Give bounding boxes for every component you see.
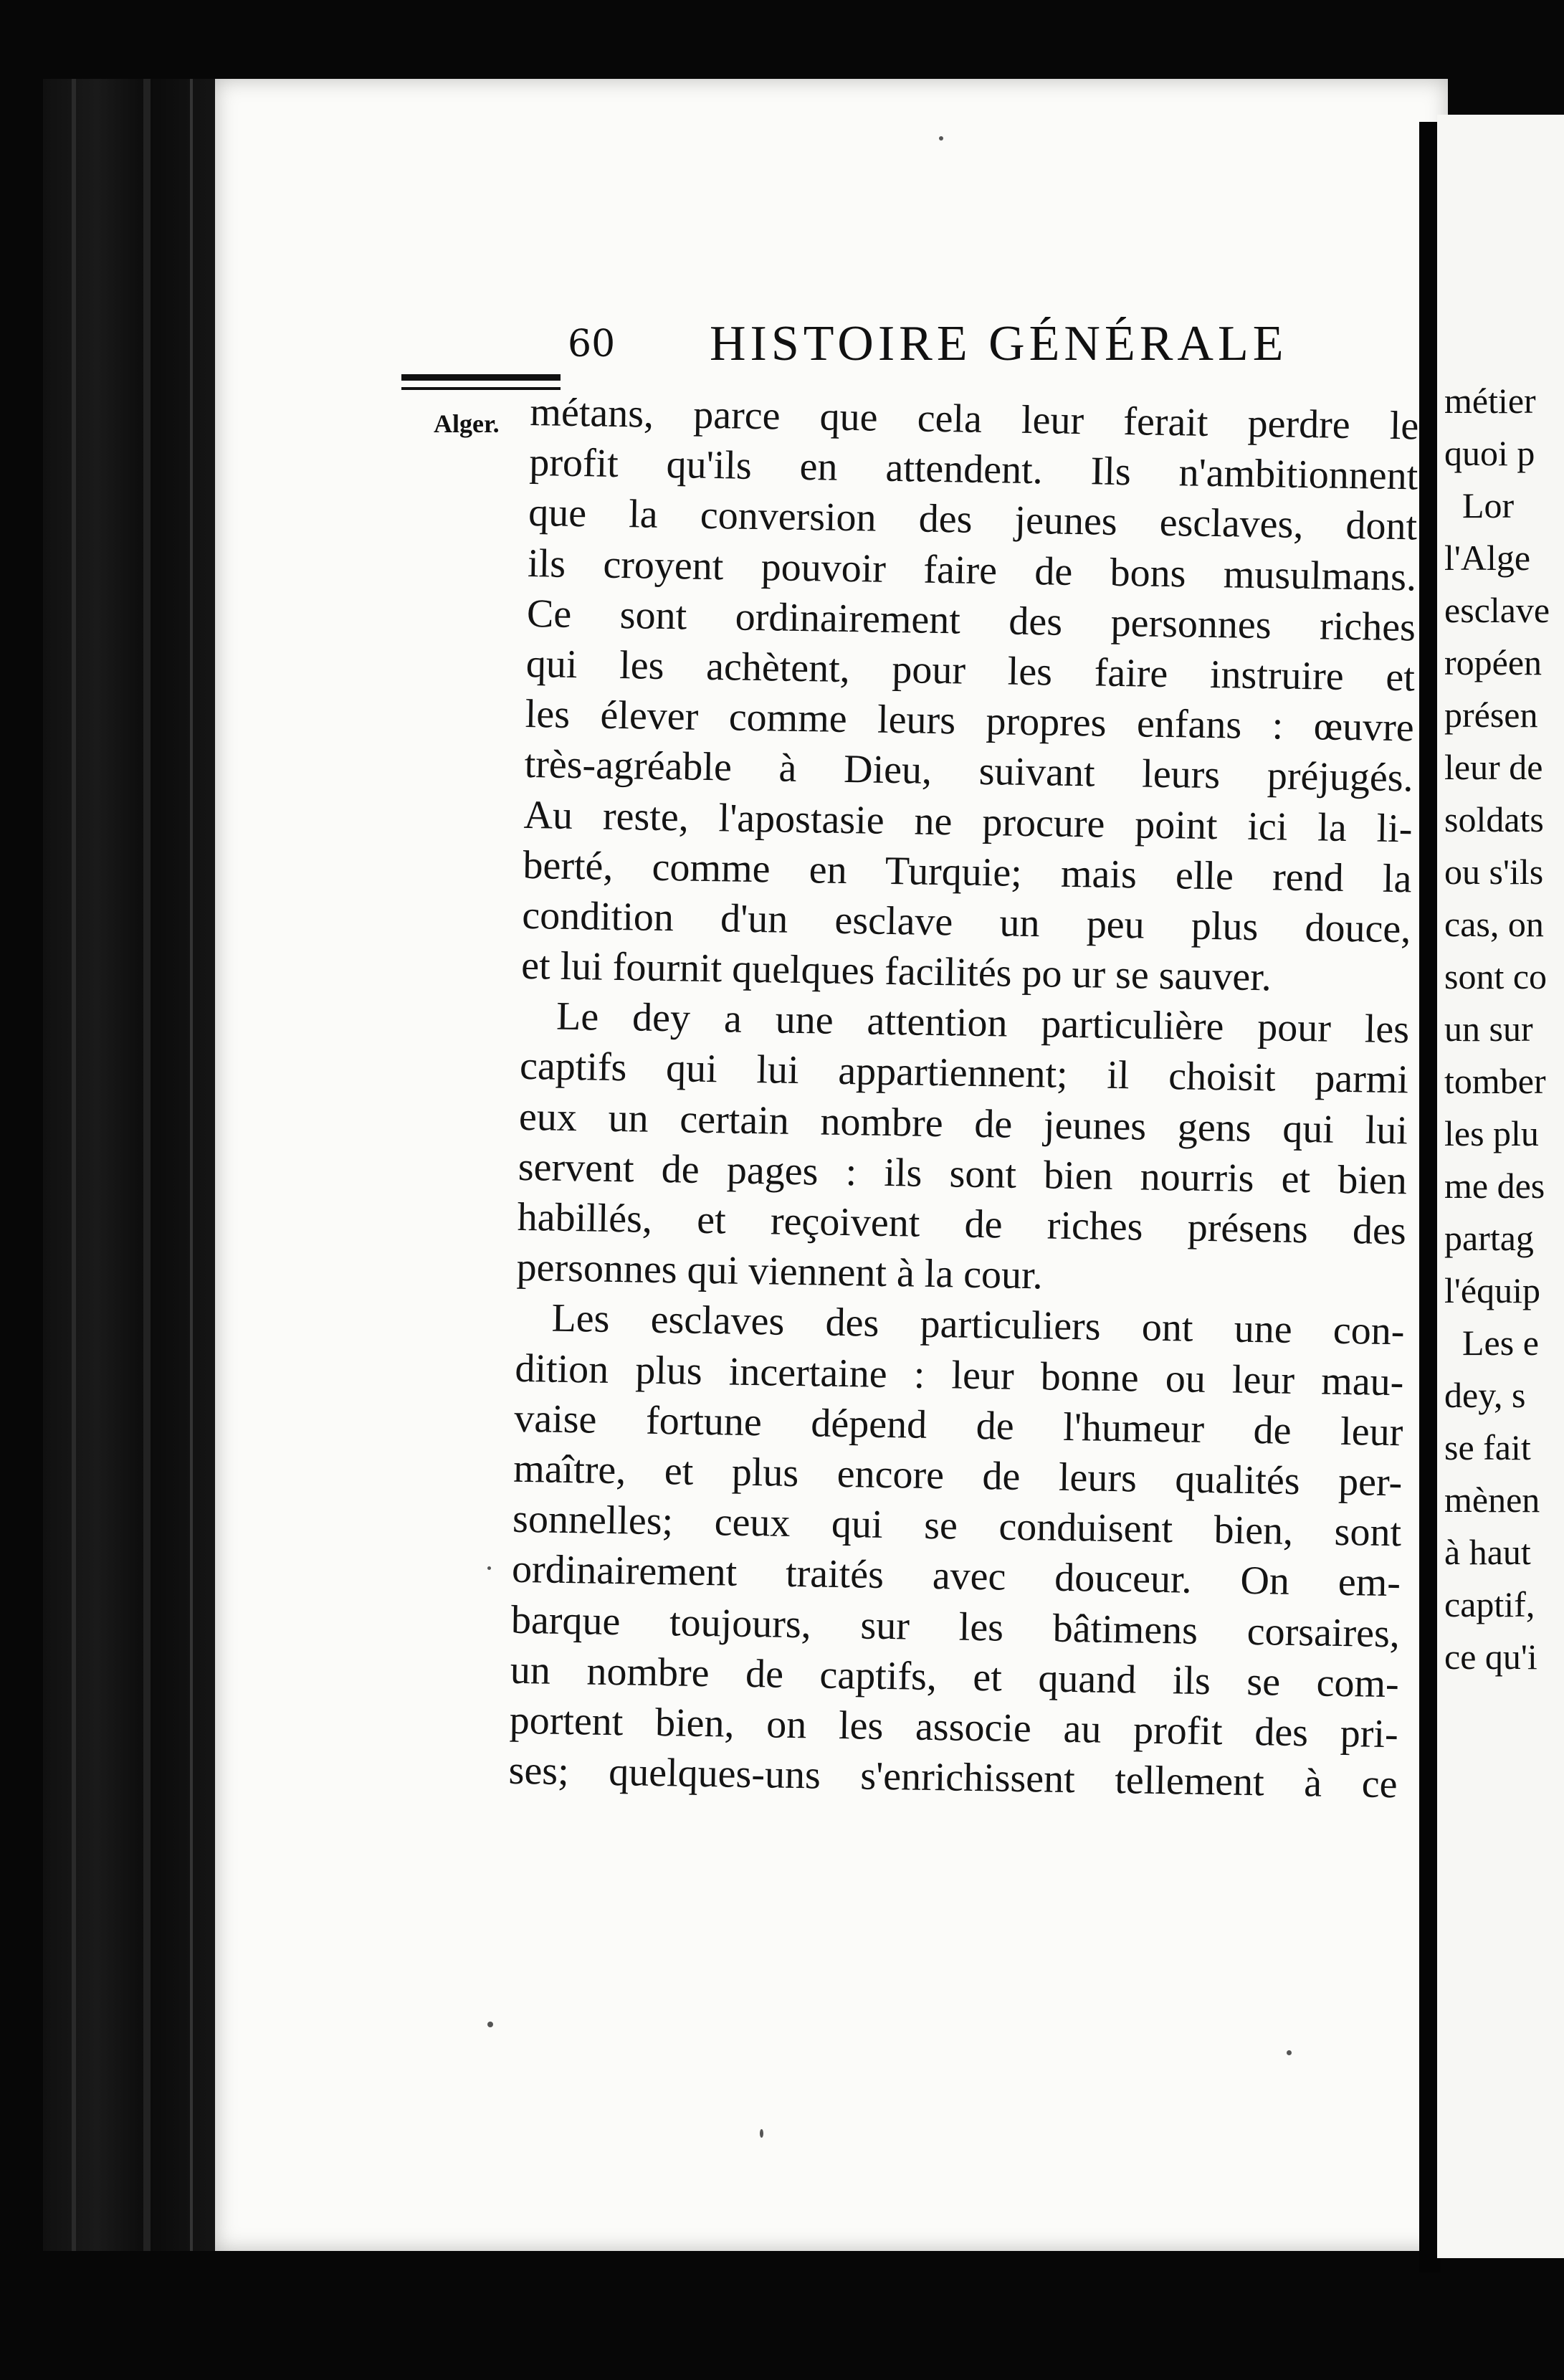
text-line: Les esclaves des particuliers ont une con- [551,1296,1405,1354]
facing-page-line: Lor [1462,485,1515,525]
text-line: que la conversion des jeunes esclaves, dont [528,490,1418,549]
margin-rule [401,374,561,381]
facing-page-line: présen [1444,695,1538,735]
text-line: Ce sont ordinairement des personnes riches [526,591,1416,650]
spine-edge [143,79,151,2251]
text-line: captifs qui lui appartiennent; il choisit parmi [519,1044,1409,1103]
facing-page-line: dey, s [1444,1375,1526,1415]
text-line: condition d'un esclave un peu plus douce, [521,892,1411,952]
text-line: qui les achètent, pour les faire instruire et [525,641,1416,700]
text-line: dition plus incertaine : leur bonne ou leur mau- [515,1346,1404,1404]
text-line: habillés, et reçoivent de riches présens des [517,1194,1407,1254]
text-line: barque toujours, sur les bâtimens corsaires, [510,1597,1401,1656]
body-text [508,387,1419,1809]
text-line: vaise fortune dépend de l'humeur de leur [513,1396,1403,1455]
facing-page [1437,115,1564,2258]
running-head: HISTOIRE GÉNÉRALE [710,316,1288,371]
facing-page-line: ropéen [1444,642,1542,682]
book-spine [43,79,222,2251]
text-line: les élever comme leurs propres enfans : œuvre [525,692,1415,751]
paper-speck [1287,2050,1292,2055]
facing-page-line: cas, on [1444,904,1544,944]
facing-page-line: les plu [1444,1113,1539,1153]
text-line: maître, et plus encore de leurs qualités per- [512,1446,1403,1505]
text-line: et lui fournit quelques facilités po ur se sauver. [520,943,1272,1000]
facing-page-line: leur de [1444,747,1543,787]
text-line: servent de pages : ils sont bien nourris et bien [518,1144,1408,1204]
facing-page-line: esclave [1444,590,1550,630]
facing-page-line: tomber [1444,1061,1546,1101]
text-line: ses; quelques-uns s'enrichissent tellement à ce [508,1748,1398,1807]
text-line: berté, comme en Turquie; mais elle rend la [523,842,1412,902]
text-line: ordinairement traités avec douceur. On em- [511,1547,1401,1606]
facing-page-line: quoi p [1444,433,1535,473]
facing-page-line: sont co [1444,956,1548,996]
margin-note: Alger. [434,409,500,438]
facing-page-line: à haut [1444,1532,1531,1572]
facing-page-line: se fait [1444,1427,1531,1467]
facing-page-line: l'Alge [1444,538,1531,578]
facing-page-line: Les e [1462,1323,1539,1363]
text-line: portent bien, on les associe au profit des pri- [509,1698,1399,1757]
text-line: un nombre de captifs, et quand ils se com- [510,1647,1400,1706]
text-line: profit qu'ils en attendent. Ils n'ambitionnent [528,440,1418,499]
paper-speck [760,2129,763,2138]
text-line: métans, parce que cela leur ferait perdre le [529,389,1419,449]
facing-page-line: soldats [1444,799,1544,839]
text-line: personnes qui viennent à la cour. [516,1245,1044,1298]
spine-edge [190,79,193,2251]
text-line: ils croyent pouvoir faire de bons musulmans. [527,541,1417,600]
facing-page-line: ce qu'i [1444,1637,1537,1677]
text-line: Le dey a une attention particulière pour les [555,994,1410,1052]
spine-edge [72,79,76,2251]
paper-speck [487,1566,491,1570]
text-line: Au reste, l'apostasie ne procure point ici la li- [523,792,1413,851]
text-line: eux un certain nombre de jeunes gens qui lui [518,1094,1408,1153]
text-line: très-agréable à Dieu, suivant leurs préjugés. [524,742,1414,801]
facing-page-line: captif, [1444,1584,1535,1624]
paper-speck [487,2022,493,2027]
page-number: 60 [568,323,616,366]
text-line: sonnelles; ceux qui se conduisent bien, sont [512,1496,1402,1556]
facing-page-line: me des [1444,1166,1545,1206]
facing-page-line: partag [1444,1218,1534,1258]
facing-page-line: l'équip [1444,1270,1540,1310]
facing-page-line: ou s'ils [1444,852,1544,892]
paper-speck [939,136,943,141]
facing-page-line: un sur [1444,1009,1533,1049]
facing-page-line: mènen [1444,1480,1540,1520]
facing-page-line: métier [1444,381,1536,421]
